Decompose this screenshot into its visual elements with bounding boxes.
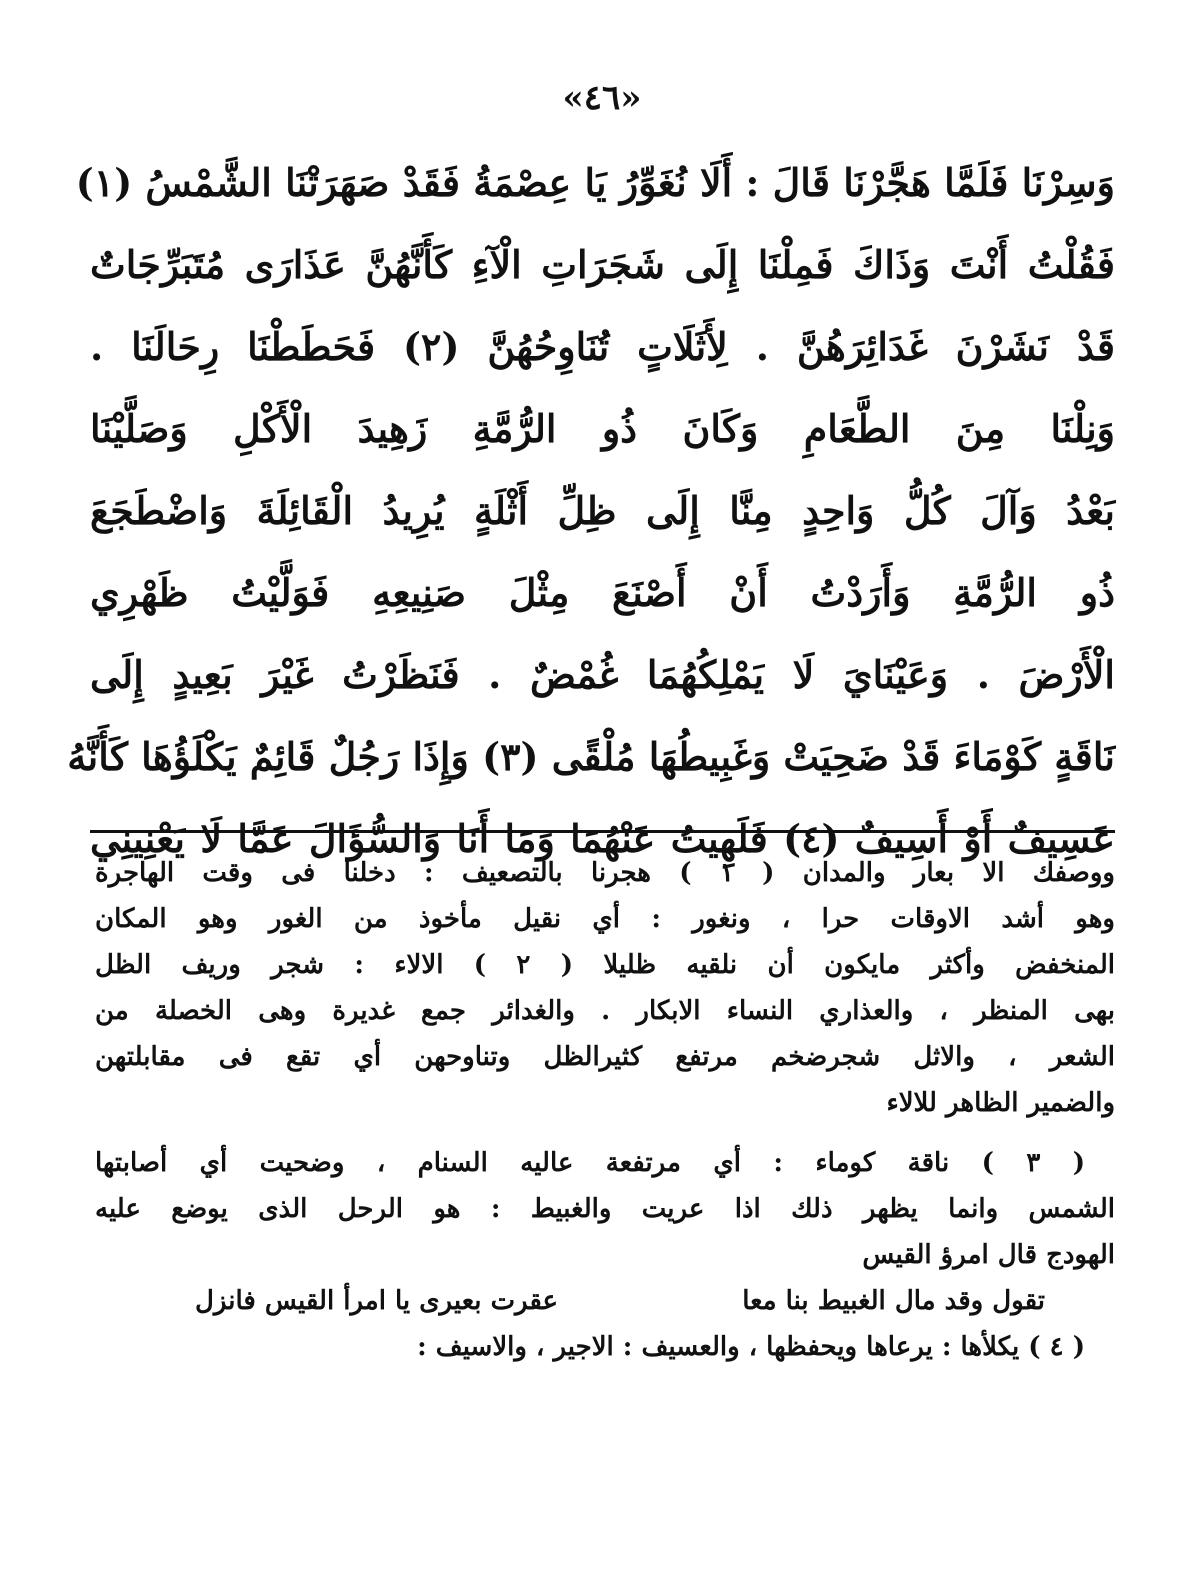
main-text-line: فَقُلْتُ أَنْتَ وَذَاكَ فَمِلْنَا إِلَى شَجَرَاتِ الْآءِ كَأَنَّهُنَّ عَذَارَى مُتَبَرِّجَاتٌ [90,242,1115,287]
footnote-line: الشعر ، والاثل شجرضخم مرتفع كثيرالظل وتناوحهن أي تقع فى مقابلتهن [95,1042,1115,1072]
footnote-line: الشمس وانما يظهر ذلك اذا عريت والغبيط : هو الرحل الذى يوضع عليه [95,1194,1115,1224]
main-text-line: الْأَرْضَ . وَعَيْنَايَ لَا يَمْلِكُهُمَا غُمْضٌ . فَنَظَرْتُ غَيْرَ بَعِيدٍ إِلَى [90,652,1115,697]
footnotes [95,850,1115,1370]
main-text-line: بَعْدُ وَآلَ كُلُّ وَاحِدٍ مِنَّا إِلَى ظِلِّ أَثْلَةٍ يُرِيدُ الْقَائِلَةَ وَاضْطَجَعَ [90,488,1115,533]
footnote-line: المنخفض وأكثر مايكون أن نلقيه ظليلا ( ٢ ) الالاء : شجر وريف الظل [95,950,1115,980]
page-number: «٤٦» [562,78,642,118]
footnote-separator [90,830,1115,833]
footnote-line: بهى المنظر ، والعذاري النساء الابكار . والغدائر جمع غديرة وهى الخصلة من [95,996,1115,1026]
footnote-line: والضمير الظاهر للالاء [886,1088,1115,1118]
main-text-line: قَدْ نَشَرْنَ غَدَائِرَهُنَّ . لِأَثَلَاتٍ تُنَاوِحُهُنَّ (٢) فَحَطَطْنَا رِحَالَنَا . [90,324,1115,369]
footnote-line: وهو أشد الاوقات حرا ، ونغور : أي نقيل مأخوذ من الغور وهو المكان [95,904,1115,934]
main-text-line: ذُو الرُّمَّةِ وَأَرَدْتُ أَنْ أَصْنَعَ مِثْلَ صَنِيعِهِ فَوَلَّيْتُ ظَهْرِي [90,570,1115,615]
main-text-line: نَاقَةٍ كَوْمَاءَ قَدْ ضَحِيَتْ وَغَبِيطُهَا مُلْقًى (٣) وَإِذَا رَجُلٌ قَائِمٌ يَكْلَؤُهَا كَأَنَّهُ [67,734,1115,779]
main-text [67,142,1115,880]
main-text-line: عَسِيفٌ أَوْ أَسِيفٌ (٤) فَلَهِيتُ عَنْهُمَا وَمَا أَنَا وَالسُّؤَالَ عَمَّا لَا يَعْنِينِي [90,816,1115,861]
footnote-line: الهودج قال امرؤ القيس [862,1240,1115,1270]
verse-first-hemistich: تقول وقد مال الغبيط بنا معا [742,1286,1045,1316]
footnote-line: ( ٣ ) ناقة كوماء : أي مرتفعة عاليه السنام ، وضحيت أي أصابتها [95,1148,1085,1178]
poetry-verse [95,1278,1115,1324]
verse-second-hemistich: عقرت بعيرى يا امرأ القيس فانزل [195,1286,559,1316]
footnote-line: ( ٤ ) يكلأها : يرعاها ويحفظها ، والعسيف : الاجير ، والاسيف : [417,1332,1085,1362]
footnote-line: ووصفك الا بعار والمدان ( ١ ) هجرنا بالتصعيف : دخلنا فى وقت الهاجرة [95,858,1115,888]
main-text-line: وَسِرْنَا فَلَمَّا هَجَّرْنَا قَالَ : أَلَا نُغَوِّرُ يَا عِصْمَةُ فَقَدْ صَهَرَتْنَا الشَّمْسُ (١) [75,160,1115,205]
main-text-line: وَنِلْنَا مِنَ الطَّعَامِ وَكَانَ ذُو الرُّمَّةِ زَهِيدَ الْأَكْلِ وَصَلَّيْنَا [90,406,1115,451]
